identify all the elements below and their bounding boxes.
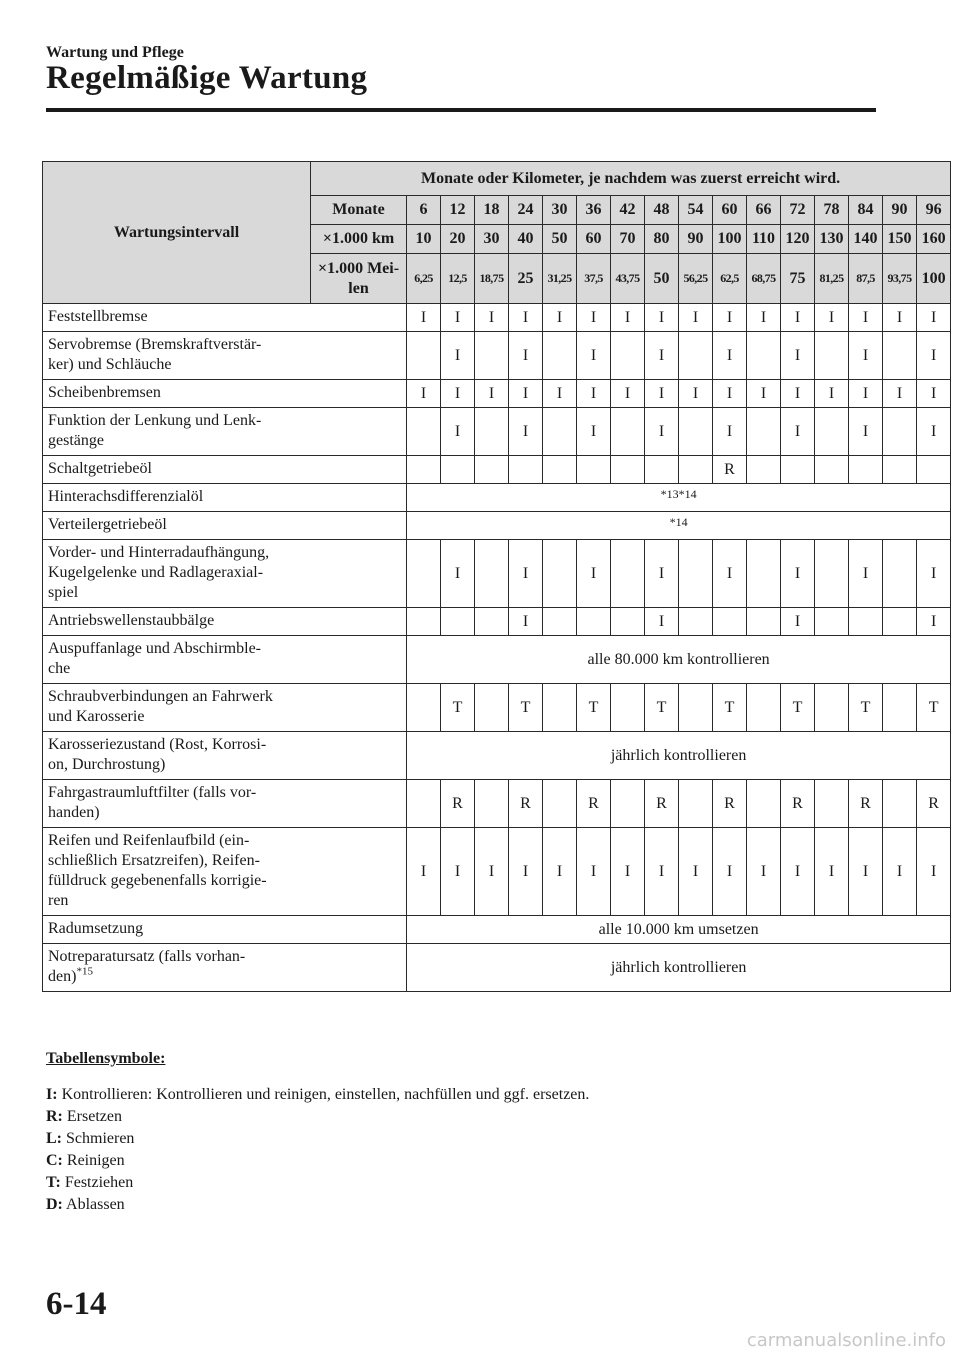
interval-cell xyxy=(441,456,475,484)
interval-cell: I xyxy=(917,304,951,332)
header-value-cell: 68,75 xyxy=(747,254,781,304)
row-label-text: Verteilergetriebeöl xyxy=(48,516,167,533)
legend-text: Festziehen xyxy=(64,1174,134,1191)
interval-cell xyxy=(543,332,577,380)
interval-cell: I xyxy=(441,828,475,916)
header-value-cell: 25 xyxy=(509,254,543,304)
legend-title: Tabellensymbole: xyxy=(46,1050,166,1067)
header-value-cell: 120 xyxy=(781,225,815,254)
row-label xyxy=(43,608,407,636)
interval-cell xyxy=(611,408,645,456)
interval-cell xyxy=(747,408,781,456)
interval-cell xyxy=(407,608,441,636)
table-row xyxy=(43,944,951,992)
interval-cell: I xyxy=(883,828,917,916)
interval-cell: T xyxy=(441,684,475,732)
interval-cell: I xyxy=(645,828,679,916)
footnote-marker: *15 xyxy=(76,965,93,978)
interval-cell xyxy=(883,456,917,484)
interval-cell: R xyxy=(577,780,611,828)
interval-span-cell: alle 10.000 km umsetzen xyxy=(407,916,951,944)
header-value-cell: 37,5 xyxy=(577,254,611,304)
interval-cell: I xyxy=(747,380,781,408)
row-label-text: Hinterachsdifferenzialöl xyxy=(48,488,204,505)
header-value-cell: 90 xyxy=(679,225,713,254)
interval-cell xyxy=(543,408,577,456)
header-value-cell: 18,75 xyxy=(475,254,509,304)
interval-cell xyxy=(883,540,917,608)
watermark: carmanualsonline.info xyxy=(746,1330,946,1351)
interval-cell xyxy=(917,456,951,484)
interval-cell: I xyxy=(883,380,917,408)
row-label-text: Vorder- und Hinterradaufhängung, Kugelgelenke und Radlageraxial- spiel xyxy=(48,544,270,601)
interval-header: Wartungsintervall xyxy=(43,162,311,304)
row-label xyxy=(43,512,407,540)
interval-cell: I xyxy=(475,380,509,408)
header-value-cell: 60 xyxy=(577,225,611,254)
row-label xyxy=(43,484,407,512)
interval-cell xyxy=(713,608,747,636)
header-value-cell: 40 xyxy=(509,225,543,254)
header-value-cell: 12 xyxy=(441,196,475,225)
header-value-cell: 54 xyxy=(679,196,713,225)
header-value-cell: 48 xyxy=(645,196,679,225)
interval-cell xyxy=(815,408,849,456)
interval-cell: I xyxy=(679,304,713,332)
interval-cell: R xyxy=(509,780,543,828)
table-row xyxy=(43,684,951,732)
interval-cell: I xyxy=(509,332,543,380)
interval-cell: I xyxy=(917,540,951,608)
interval-span-cell: jährlich kontrollieren xyxy=(407,732,951,780)
interval-cell: I xyxy=(645,304,679,332)
interval-cell xyxy=(679,408,713,456)
interval-cell: I xyxy=(543,380,577,408)
header-value-cell: 20 xyxy=(441,225,475,254)
interval-cell: I xyxy=(543,828,577,916)
interval-cell: I xyxy=(441,304,475,332)
table-row xyxy=(43,408,951,456)
header-value-cell: 6,25 xyxy=(407,254,441,304)
interval-cell: I xyxy=(849,408,883,456)
interval-cell: I xyxy=(679,380,713,408)
interval-span-cell: jährlich kontrollieren xyxy=(407,944,951,992)
interval-cell: I xyxy=(475,828,509,916)
interval-cell xyxy=(747,456,781,484)
table-row xyxy=(43,828,951,916)
row-label xyxy=(43,944,407,992)
header-value-cell: 72 xyxy=(781,196,815,225)
interval-cell: T xyxy=(849,684,883,732)
interval-cell xyxy=(543,540,577,608)
row-label-text: Fahrgastraumluftfilter (falls vor- handen) xyxy=(48,784,257,821)
header-value-cell: 62,5 xyxy=(713,254,747,304)
row-label xyxy=(43,456,407,484)
row-label-text: Feststellbremse xyxy=(48,308,148,325)
table-row xyxy=(43,732,951,780)
interval-cell: I xyxy=(849,380,883,408)
interval-cell: I xyxy=(747,304,781,332)
row-label-text: Scheibenbremsen xyxy=(48,384,161,401)
interval-cell: T xyxy=(781,684,815,732)
interval-cell: R xyxy=(917,780,951,828)
legend-key: L: xyxy=(46,1130,62,1147)
table-row xyxy=(43,380,951,408)
legend-item xyxy=(46,1194,589,1216)
interval-cell xyxy=(407,408,441,456)
interval-cell: R xyxy=(713,780,747,828)
table-row xyxy=(43,608,951,636)
legend-key: I: xyxy=(46,1086,58,1103)
legend-item xyxy=(46,1106,589,1128)
maintenance-table xyxy=(42,161,951,992)
row-label xyxy=(43,408,407,456)
header-value-cell: 30 xyxy=(543,196,577,225)
interval-cell: I xyxy=(849,304,883,332)
interval-cell: I xyxy=(917,380,951,408)
interval-cell: T xyxy=(917,684,951,732)
header-value-cell: 31,25 xyxy=(543,254,577,304)
interval-cell: I xyxy=(917,608,951,636)
header-value-cell: 93,75 xyxy=(883,254,917,304)
group-header: Monate oder Kilometer, je nachdem was zuerst erreicht wird. xyxy=(311,162,951,196)
interval-cell xyxy=(475,608,509,636)
interval-cell: I xyxy=(645,540,679,608)
row-label xyxy=(43,916,407,944)
interval-cell xyxy=(679,608,713,636)
interval-cell xyxy=(407,780,441,828)
interval-cell xyxy=(849,608,883,636)
header-row-label: ×1.000 km xyxy=(311,225,407,254)
table-row xyxy=(43,512,951,540)
interval-cell xyxy=(577,608,611,636)
header-value-cell: 87,5 xyxy=(849,254,883,304)
row-label xyxy=(43,380,407,408)
header-value-cell: 60 xyxy=(713,196,747,225)
row-label-text: Schaltgetriebeöl xyxy=(48,460,152,477)
interval-cell: I xyxy=(815,828,849,916)
legend-text: Ersetzen xyxy=(66,1108,122,1125)
page-number: 6-14 xyxy=(46,1286,107,1322)
interval-cell: R xyxy=(713,456,747,484)
interval-cell: I xyxy=(441,332,475,380)
interval-cell: I xyxy=(645,380,679,408)
legend-item xyxy=(46,1150,589,1172)
row-label xyxy=(43,636,407,684)
header-value-cell: 78 xyxy=(815,196,849,225)
interval-cell: I xyxy=(407,828,441,916)
header-value-cell: 75 xyxy=(781,254,815,304)
page-title: Regelmäßige Wartung xyxy=(46,60,368,96)
header-value-cell: 80 xyxy=(645,225,679,254)
interval-cell: I xyxy=(781,608,815,636)
row-label-text: Antriebswellenstaubbälge xyxy=(48,612,215,629)
interval-cell: I xyxy=(849,540,883,608)
header-row-label: Monate xyxy=(311,196,407,225)
legend-text: Schmieren xyxy=(66,1130,135,1147)
interval-cell: I xyxy=(509,608,543,636)
header-value-cell: 10 xyxy=(407,225,441,254)
header-row-label: ×1.000 Mei- len xyxy=(311,254,407,304)
interval-cell: R xyxy=(781,780,815,828)
interval-cell xyxy=(475,456,509,484)
header-value-cell: 130 xyxy=(815,225,849,254)
interval-cell: I xyxy=(883,304,917,332)
table-row xyxy=(43,780,951,828)
row-label xyxy=(43,540,407,608)
legend-list xyxy=(46,1084,589,1216)
legend-key: T: xyxy=(46,1174,61,1191)
interval-cell: I xyxy=(713,380,747,408)
interval-cell xyxy=(815,456,849,484)
interval-cell: I xyxy=(577,332,611,380)
interval-cell xyxy=(611,456,645,484)
interval-cell: I xyxy=(441,540,475,608)
interval-cell xyxy=(883,332,917,380)
interval-cell xyxy=(883,608,917,636)
table-row xyxy=(43,304,951,332)
interval-cell xyxy=(679,684,713,732)
title-rule xyxy=(46,108,876,112)
interval-cell: I xyxy=(509,304,543,332)
header-value-cell: 96 xyxy=(917,196,951,225)
row-label xyxy=(43,732,407,780)
row-label-text: Schraubverbindungen an Fahrwerk und Karosserie xyxy=(48,688,273,725)
interval-cell: I xyxy=(509,540,543,608)
interval-cell: I xyxy=(747,828,781,916)
interval-cell: I xyxy=(713,332,747,380)
header-value-cell: 66 xyxy=(747,196,781,225)
interval-cell xyxy=(577,456,611,484)
header-value-cell: 90 xyxy=(883,196,917,225)
interval-cell xyxy=(849,456,883,484)
interval-cell xyxy=(645,456,679,484)
table-row xyxy=(43,332,951,380)
interval-cell xyxy=(747,684,781,732)
section-heading: Wartung und Pflege xyxy=(46,44,184,61)
interval-cell: T xyxy=(713,684,747,732)
row-label xyxy=(43,332,407,380)
table-row xyxy=(43,484,951,512)
legend-item xyxy=(46,1172,589,1194)
interval-cell xyxy=(543,608,577,636)
interval-cell: I xyxy=(917,828,951,916)
interval-cell xyxy=(815,780,849,828)
table-row xyxy=(43,540,951,608)
interval-cell: I xyxy=(917,332,951,380)
interval-cell: I xyxy=(713,828,747,916)
row-label xyxy=(43,304,407,332)
interval-cell: I xyxy=(849,828,883,916)
interval-cell xyxy=(747,780,781,828)
interval-cell xyxy=(747,540,781,608)
table-row xyxy=(43,636,951,684)
interval-cell: T xyxy=(645,684,679,732)
table-row xyxy=(43,916,951,944)
interval-cell: I xyxy=(781,540,815,608)
interval-cell: I xyxy=(713,408,747,456)
legend-text: Ablassen xyxy=(66,1196,125,1213)
interval-cell: I xyxy=(815,304,849,332)
interval-cell xyxy=(407,332,441,380)
header-value-cell: 140 xyxy=(849,225,883,254)
interval-cell xyxy=(883,780,917,828)
interval-cell xyxy=(815,332,849,380)
interval-cell: T xyxy=(509,684,543,732)
interval-cell xyxy=(611,780,645,828)
row-label-text: Funktion der Lenkung und Lenk- gestänge xyxy=(48,412,262,449)
header-value-cell: 24 xyxy=(509,196,543,225)
header-value-cell: 6 xyxy=(407,196,441,225)
legend-text: Reinigen xyxy=(66,1152,125,1169)
interval-cell xyxy=(679,332,713,380)
interval-cell: I xyxy=(645,608,679,636)
interval-cell xyxy=(407,540,441,608)
interval-cell xyxy=(815,684,849,732)
header-value-cell: 100 xyxy=(713,225,747,254)
interval-cell xyxy=(475,780,509,828)
interval-cell: I xyxy=(645,332,679,380)
header-value-cell: 70 xyxy=(611,225,645,254)
row-label-text: Radumsetzung xyxy=(48,920,144,937)
interval-cell xyxy=(611,332,645,380)
interval-cell xyxy=(407,456,441,484)
header-value-cell: 43,75 xyxy=(611,254,645,304)
interval-cell xyxy=(441,608,475,636)
interval-cell: I xyxy=(679,828,713,916)
legend-item xyxy=(46,1084,589,1106)
interval-cell: I xyxy=(611,828,645,916)
interval-cell: I xyxy=(645,408,679,456)
interval-cell: I xyxy=(849,332,883,380)
interval-cell: I xyxy=(611,304,645,332)
interval-cell xyxy=(611,684,645,732)
interval-cell xyxy=(475,684,509,732)
legend-key: C: xyxy=(46,1152,63,1169)
interval-cell: R xyxy=(441,780,475,828)
interval-cell: I xyxy=(577,540,611,608)
header-value-cell: 56,25 xyxy=(679,254,713,304)
row-label-text: Karosseriezustand (Rost, Korrosi- on, Durchrostung) xyxy=(48,736,267,773)
interval-cell: I xyxy=(815,380,849,408)
interval-cell xyxy=(543,456,577,484)
interval-cell xyxy=(747,332,781,380)
interval-cell: I xyxy=(509,408,543,456)
legend-key: R: xyxy=(46,1108,63,1125)
header-value-cell: 36 xyxy=(577,196,611,225)
footnote-cell: *14 xyxy=(407,512,951,540)
header-value-cell: 30 xyxy=(475,225,509,254)
interval-cell xyxy=(543,684,577,732)
interval-cell xyxy=(679,456,713,484)
table-row xyxy=(43,456,951,484)
interval-cell: I xyxy=(611,380,645,408)
interval-cell xyxy=(747,608,781,636)
header-value-cell: 50 xyxy=(645,254,679,304)
table-group-header-row xyxy=(43,162,951,196)
interval-cell xyxy=(543,780,577,828)
interval-cell xyxy=(679,780,713,828)
interval-cell: I xyxy=(577,380,611,408)
interval-cell xyxy=(611,608,645,636)
interval-cell: I xyxy=(577,408,611,456)
header-value-cell: 12,5 xyxy=(441,254,475,304)
interval-cell: I xyxy=(441,408,475,456)
interval-cell: I xyxy=(713,540,747,608)
legend-text: Kontrollieren: Kontrollieren und reinigen, einstellen, nachfüllen und ggf. ersetzen. xyxy=(61,1086,590,1103)
interval-cell: I xyxy=(475,304,509,332)
header-value-cell: 42 xyxy=(611,196,645,225)
interval-cell: I xyxy=(917,408,951,456)
interval-cell: I xyxy=(577,304,611,332)
interval-cell: I xyxy=(781,408,815,456)
interval-cell: I xyxy=(781,332,815,380)
interval-cell: T xyxy=(577,684,611,732)
footnote-cell: *13*14 xyxy=(407,484,951,512)
interval-cell: R xyxy=(645,780,679,828)
interval-cell xyxy=(475,408,509,456)
interval-cell: I xyxy=(509,380,543,408)
row-label xyxy=(43,684,407,732)
row-label-text: Notreparatursatz (falls vorhan- den) xyxy=(48,948,246,985)
interval-cell: I xyxy=(781,304,815,332)
interval-cell xyxy=(679,540,713,608)
interval-cell xyxy=(781,456,815,484)
interval-cell: I xyxy=(407,304,441,332)
header-value-cell: 150 xyxy=(883,225,917,254)
interval-cell: R xyxy=(849,780,883,828)
interval-cell xyxy=(883,684,917,732)
interval-cell xyxy=(815,608,849,636)
maintenance-table-body xyxy=(43,162,951,992)
interval-cell: I xyxy=(577,828,611,916)
interval-cell: I xyxy=(713,304,747,332)
header-value-cell: 18 xyxy=(475,196,509,225)
interval-cell: I xyxy=(781,380,815,408)
header-value-cell: 110 xyxy=(747,225,781,254)
interval-cell: I xyxy=(441,380,475,408)
row-label-text: Auspuffanlage und Abschirmble- che xyxy=(48,640,261,677)
interval-cell xyxy=(815,540,849,608)
legend-item xyxy=(46,1128,589,1150)
interval-cell xyxy=(509,456,543,484)
legend-key: D: xyxy=(46,1196,63,1213)
interval-cell: I xyxy=(543,304,577,332)
interval-cell: I xyxy=(781,828,815,916)
header-value-cell: 100 xyxy=(917,254,951,304)
interval-cell xyxy=(407,684,441,732)
header-value-cell: 160 xyxy=(917,225,951,254)
row-label-text: Servobremse (Bremskraftverstär- ker) und Schläuche xyxy=(48,336,262,373)
interval-cell xyxy=(475,540,509,608)
interval-cell xyxy=(883,408,917,456)
interval-cell: I xyxy=(407,380,441,408)
header-value-cell: 81,25 xyxy=(815,254,849,304)
interval-cell: I xyxy=(509,828,543,916)
interval-span-cell: alle 80.000 km kontrollieren xyxy=(407,636,951,684)
row-label xyxy=(43,780,407,828)
interval-cell xyxy=(611,540,645,608)
header-value-cell: 50 xyxy=(543,225,577,254)
row-label xyxy=(43,828,407,916)
row-label-text: Reifen und Reifenlaufbild (ein- schließlich Ersatzreifen), Reifen- fülldruck gegebenenfalls korrigie- ren xyxy=(48,832,267,909)
interval-cell xyxy=(475,332,509,380)
header-value-cell: 84 xyxy=(849,196,883,225)
